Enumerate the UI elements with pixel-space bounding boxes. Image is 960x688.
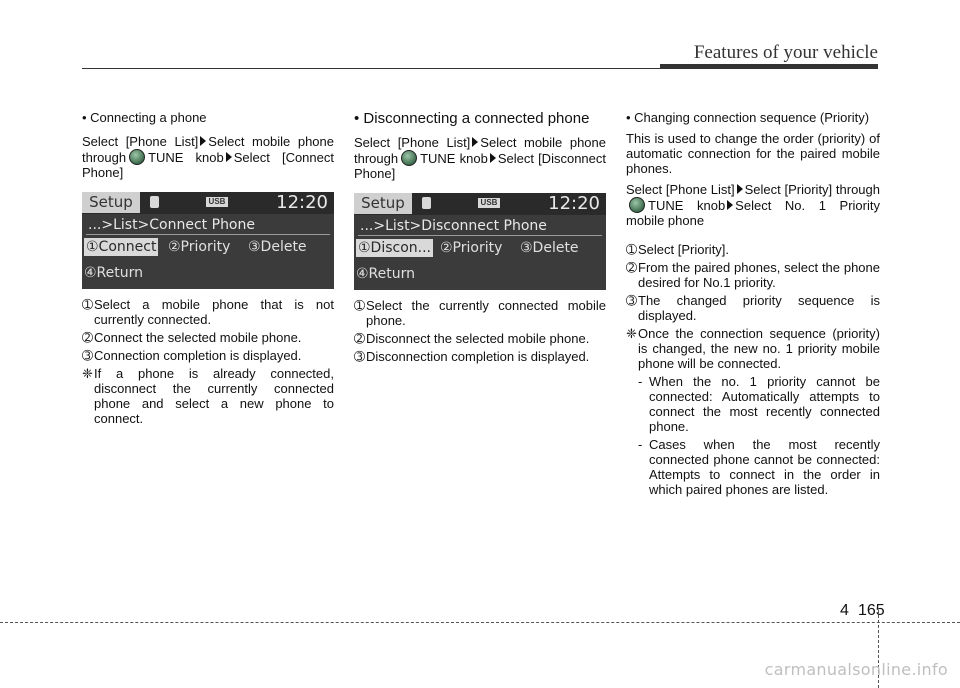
screen-setup-tab: Setup [82,192,140,213]
instruction-paragraph [626,182,880,228]
step-number: ➀ [354,298,365,313]
screen-divider [86,234,330,235]
instruction-text: Select [Disconnect Phone] [354,151,606,181]
tune-knob-icon [401,150,417,166]
note-icon: ❈ [626,326,637,341]
sub-text: Cases when the most recently connected phone cannot be connected: Attempts to connect in the order in which paired phones are listed. [649,437,880,497]
arrow-right-icon [472,137,478,147]
watermark: carmanualsonline.info [764,660,948,679]
screen-option-connect: ①Connect [86,239,157,255]
step-text: Disconnection completion is displayed. [366,349,590,364]
header-rule [82,68,878,69]
screen-setup-tab: Setup [354,193,412,214]
step-number: ➁ [82,330,93,345]
note-text: Once the connection sequence (priority) is changed, the new no. 1 priority mobile phone will be connected. [638,326,880,371]
arrow-right-icon [737,184,743,194]
page-header-title: Features of your vehicle [693,42,878,63]
step-text: Select the currently connected mobile phone. [366,298,606,328]
section-heading-connecting: • Connecting a phone [82,110,207,125]
footer-rule [0,622,960,623]
instruction-text: TUNE knob [148,150,224,165]
column-changing-priority [626,110,880,500]
instruction-paragraph [82,134,334,180]
step-item [626,293,880,323]
instruction-text: Select [Connect Phone] [82,150,334,180]
step-item [354,331,606,346]
step-text: Select [Priority]. [638,242,730,257]
display-screenshot-disconnect [354,193,606,290]
screen-clock: 12:20 [276,192,328,213]
step-number: ➁ [354,331,365,346]
step-item [354,349,606,364]
screen-option-delete: ③Delete [248,239,307,255]
instruction-text: Select [Phone List] [354,135,471,150]
screen-option-disconnect: ①Discon... [358,240,432,256]
step-item [626,260,880,290]
screen-divider [358,235,602,236]
screen-breadcrumb: ...>List>Connect Phone [88,217,255,233]
instruction-text: Select [Phone List] [626,182,735,197]
instruction-paragraph [354,135,606,181]
instruction-text: Select [Priority] through [744,182,880,197]
step-number: ➀ [626,242,637,257]
arrow-right-icon [200,136,206,146]
dash-marker: - [638,374,643,389]
screen-clock: 12:20 [548,193,600,214]
tune-knob-icon [129,149,145,165]
step-text: Connect the selected mobile phone. [94,330,302,345]
step-item [354,298,606,328]
screen-option-priority: ②Priority [168,239,231,255]
sub-item [626,374,880,434]
chapter-number: 4 [840,602,849,619]
step-number: ➂ [626,293,637,308]
intro-paragraph: This is used to change the order (priority) of automatic connection for the paired mobile phones. [626,131,880,176]
display-screenshot-connect [82,192,334,289]
step-text: Disconnect the selected mobile phone. [366,331,590,346]
usb-icon: USB [206,197,228,207]
screen-option-return: ④Return [356,266,416,282]
step-number: ➀ [82,297,93,312]
note-text: If a phone is already connected, disconnect the currently connected phone and select a new phone to connect. [94,366,334,426]
instruction-text: Select mobile phone through [354,135,606,166]
dash-marker: - [638,437,643,452]
sub-text: When the no. 1 priority cannot be connected: Automatically attempts to connect the most recently connected phone. [649,374,880,434]
bluetooth-icon [422,197,431,209]
step-text: Select a mobile phone that is not currently connected. [94,297,334,327]
tune-knob-icon [629,197,645,213]
step-text: The changed priority sequence is displayed. [638,293,880,323]
instruction-text: Select No. 1 Priority mobile phone [626,198,880,228]
step-number: ➂ [82,348,93,363]
screen-breadcrumb: ...>List>Disconnect Phone [360,218,547,234]
screen-option-priority: ②Priority [440,240,503,256]
step-item [82,297,334,327]
arrow-right-icon [490,153,496,163]
step-item [626,242,880,257]
sub-item [626,437,880,497]
step-number: ➁ [626,260,637,275]
note-item [82,366,334,426]
usb-icon: USB [478,198,500,208]
bluetooth-icon [150,196,159,208]
step-item [82,330,334,345]
instruction-text: TUNE knob [420,151,488,166]
section-heading-disconnecting: • Disconnecting a connected phone [354,110,590,127]
step-item [82,348,334,363]
step-text: Connection completion is displayed. [94,348,302,363]
section-heading-priority: • Changing connection sequence (Priority) [626,110,870,125]
note-icon: ❈ [82,366,93,381]
column-connecting-phone [82,110,334,429]
screen-option-return: ④Return [84,265,144,281]
step-text: From the paired phones, select the phone desired for No.1 priority. [638,260,880,290]
instruction-text: Select mobile phone through [82,134,334,165]
column-disconnecting-phone [354,110,606,367]
note-item [626,326,880,371]
page-number: 165 [858,602,885,619]
screen-option-delete: ③Delete [520,240,579,256]
arrow-right-icon [727,200,733,210]
instruction-text: TUNE knob [648,198,726,213]
arrow-right-icon [226,152,232,162]
step-number: ➂ [354,349,365,364]
instruction-text: Select [Phone List] [82,134,199,149]
